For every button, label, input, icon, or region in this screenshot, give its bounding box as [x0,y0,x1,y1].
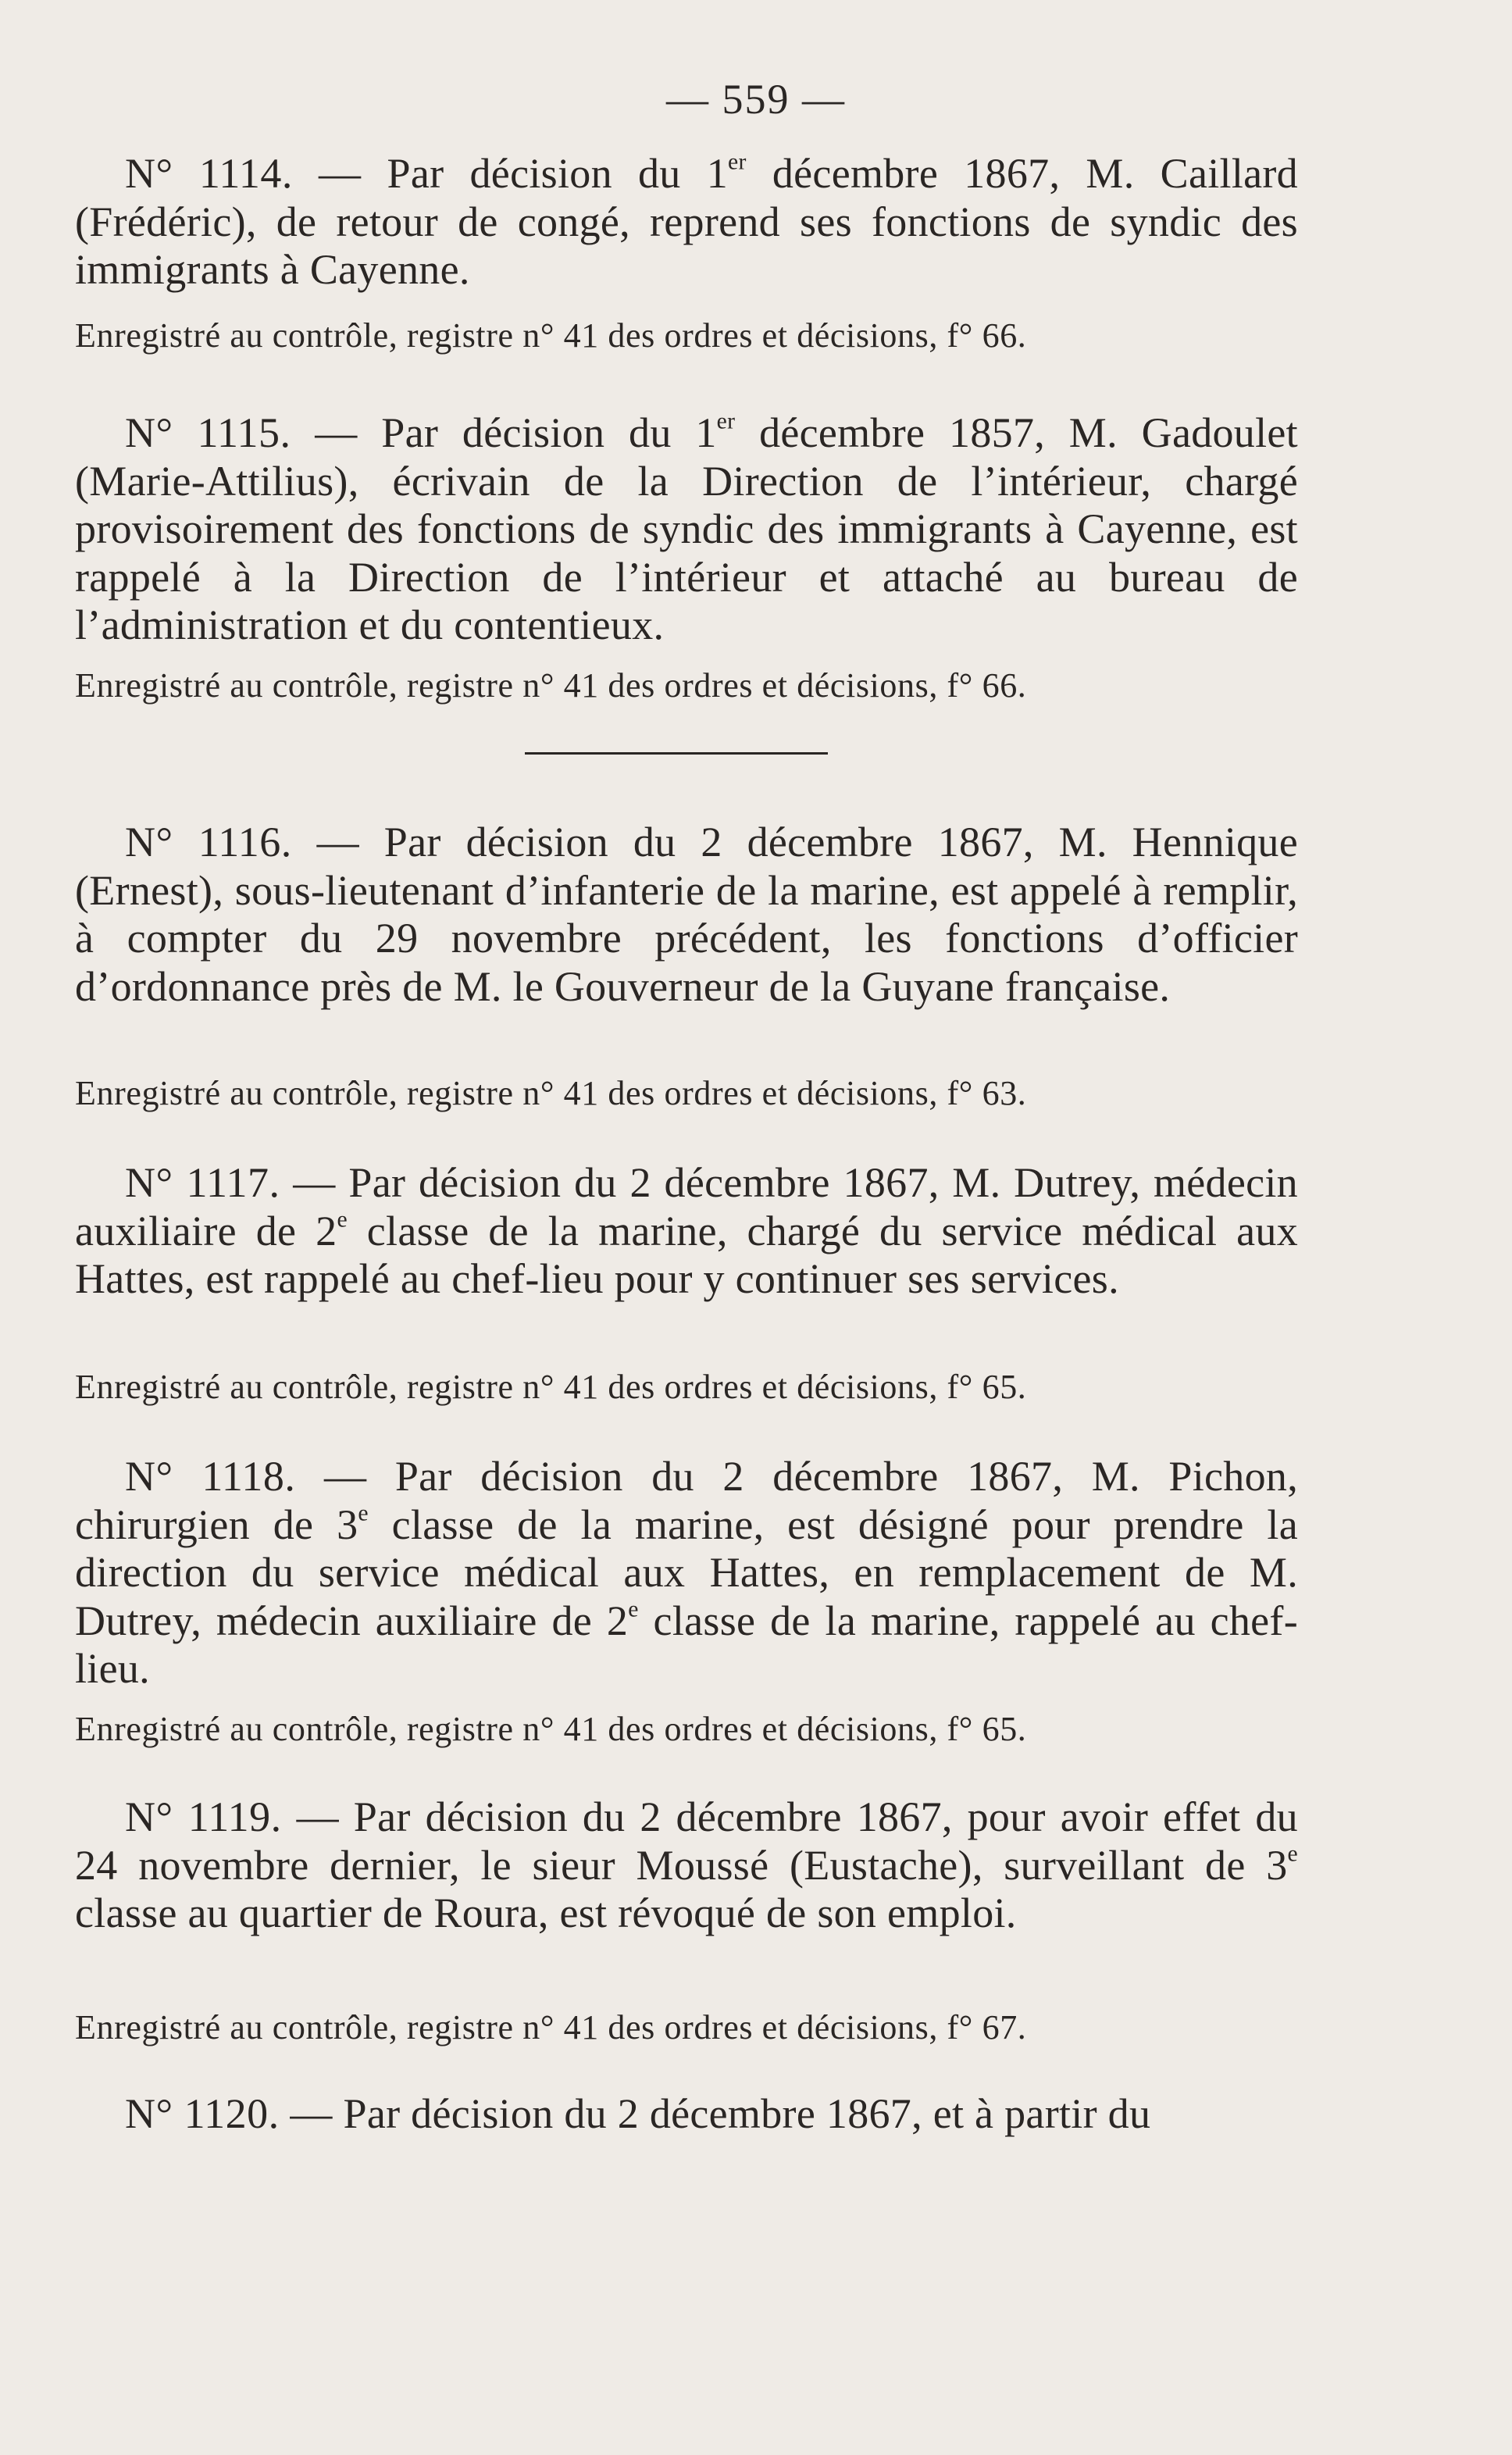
entry-number: N° 1117. [125,1159,280,1206]
section-separator [525,752,828,755]
registration-line: Enregistré au contrôle, registre n° 41 des ordres et décisions, f° 66. [75,666,1027,705]
entry-number: N° 1116. [125,819,292,865]
registration-line: Enregistré au contrôle, registre n° 41 des ordres et décisions, f° 67. [75,2008,1027,2046]
entry-body: — Par décision du 2 décembre 1867, M. Hennique (Ernest), sous-lieutenant d’infanterie de la marine, est appelé à remplir, à compter du 29 novembre précédent, les fonctions d’officier d’ordonnance près de M. le Gouverneur de la Guyane française. [75,819,1298,1010]
entry-text [75,819,1298,1011]
entry-number: N° 1115. [125,409,291,456]
entry-1119 [75,1793,1298,1938]
registration-line: Enregistré au contrôle, registre n° 41 des ordres et décisions, f° 65. [75,1368,1027,1406]
registration-line: Enregistré au contrôle, registre n° 41 des ordres et décisions, f° 65. [75,1710,1027,1748]
entry-body: — Par décision du 2 décembre 1867, M. Dutrey, médecin auxiliaire de 2e classe de la marine, chargé du service médical aux Hattes, est rappelé au chef-lieu pour y continuer ses services. [75,1159,1298,1302]
entry-text [75,150,1298,294]
entry-number: N° 1120. [125,2090,280,2137]
entry-text [75,1793,1298,1938]
entry-1118 [75,1453,1298,1693]
entry-text [75,1453,1298,1693]
entry-1120 [75,2090,1298,2139]
entry-text [75,409,1298,650]
registration-line: Enregistré au contrôle, registre n° 41 des ordres et décisions, f° 66. [75,316,1027,355]
entry-body: — Par décision du 2 décembre 1867, et à partir du [279,2090,1151,2137]
page-number: — 559 — [666,76,846,123]
entry-number: N° 1119. [125,1793,282,1840]
entry-1114 [75,150,1298,294]
entry-body: — Par décision du 2 décembre 1867, pour avoir effet du 24 novembre dernier, le sieur Moussé (Eustache), surveillant de 3e classe au quartier de Roura, est révoqué de son emploi. [75,1793,1298,1936]
entry-text [75,1159,1298,1304]
entry-1117 [75,1159,1298,1304]
entry-number: N° 1114. [125,150,293,197]
entry-1115 [75,409,1298,650]
entry-body: — Par décision du 2 décembre 1867, M. Pichon, chirurgien de 3e classe de la marine, est désigné pour prendre la direction du service médical aux Hattes, en remplacement de M. Dutrey, médecin auxiliaire de 2e classe de la marine, rappelé au chef-lieu. [75,1453,1298,1692]
entry-body: — Par décision du 1er décembre 1867, M. Caillard (Frédéric), de retour de congé, reprend ses fonctions de syndic des immigrants à Cayenne. [75,149,1298,293]
entry-body: — Par décision du 1er décembre 1857, M. Gadoulet (Marie-Attilius), écrivain de la Direction de l’intérieur, chargé provisoirement des fonctions de syndic des immigrants à Cayenne, est rappelé à la Direction de l’intérieur et attaché au bureau de l’administration et du contentieux. [75,409,1298,648]
entry-1116 [75,819,1298,1011]
entry-text [75,2090,1298,2139]
entry-number: N° 1118. [125,1453,296,1500]
registration-line: Enregistré au contrôle, registre n° 41 des ordres et décisions, f° 63. [75,1074,1027,1112]
